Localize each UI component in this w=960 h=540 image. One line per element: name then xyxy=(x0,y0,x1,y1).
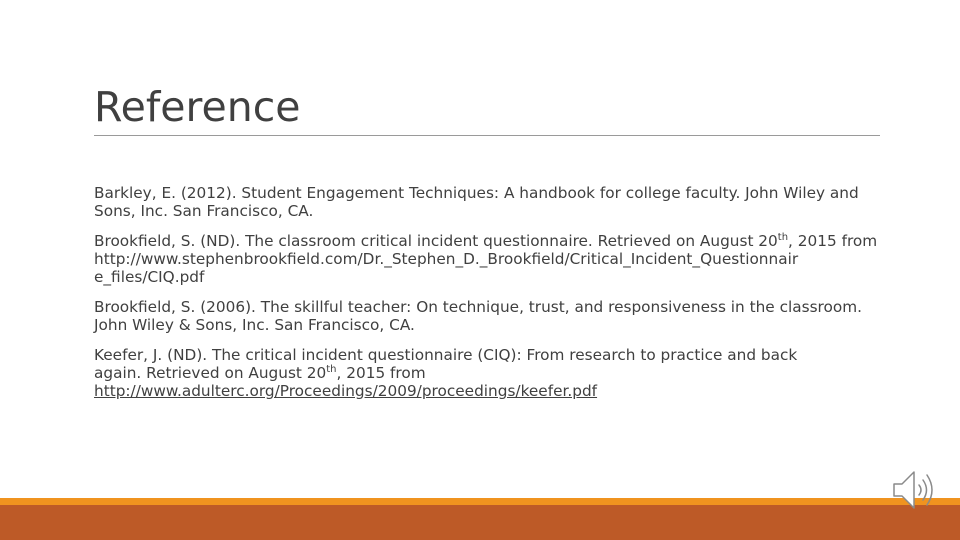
reference-link[interactable]: http://www.adulterc.org/Proceedings/2009/proceedings/keefer.pdf xyxy=(94,382,598,400)
reference-item-barkley xyxy=(94,184,882,220)
reference-text: Brookfield, S. (2006). The skillful teacher: On technique, trust, and responsiveness in the classroom. John Wiley & Sons, Inc. San Francisco, CA. xyxy=(94,298,862,334)
reference-list xyxy=(94,184,882,412)
title-divider xyxy=(94,135,880,136)
reference-url: http://www.stephenbrookfield.com/Dr._Stephen_D._Brookfield/Critical_Incident_Questionnair xyxy=(94,250,799,268)
reference-text: Barkley, E. (2012). Student Engagement Techniques: A handbook for college faculty. John Wiley and Sons, Inc. San Francisco, CA. xyxy=(94,184,859,220)
reference-url-continued: e_files/CIQ.pdf xyxy=(94,268,205,286)
reference-text: , 2015 from xyxy=(336,364,426,382)
slide-title: Reference xyxy=(94,83,301,131)
superscript: th xyxy=(777,231,789,243)
reference-text: , 2015 from xyxy=(788,232,878,250)
superscript: th xyxy=(326,363,337,375)
reference-text: again. Retrieved on August 20 xyxy=(94,364,327,382)
reference-item-brookfield-ciq xyxy=(94,232,882,286)
speaker-icon[interactable] xyxy=(888,466,940,514)
reference-item-keefer xyxy=(94,346,882,400)
reference-item-brookfield-teacher xyxy=(94,298,882,334)
reference-text: Brookfield, S. (ND). The classroom critical incident questionnaire. Retrieved on August 20 xyxy=(94,232,778,250)
reference-text: Keefer, J. (ND). The critical incident questionnaire (CIQ): From research to practice and back xyxy=(94,346,798,364)
footer-accent-stripe xyxy=(0,498,960,505)
footer-band xyxy=(0,505,960,540)
